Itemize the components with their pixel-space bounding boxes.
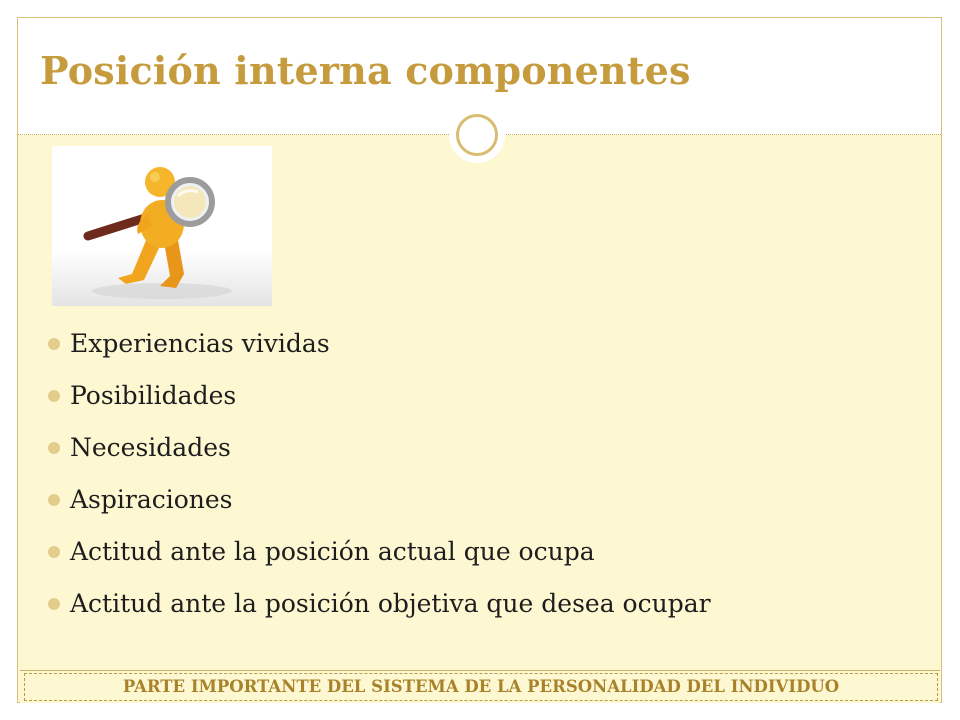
list-item-text: Actitud ante la posición objetiva que desea ocupar — [70, 589, 711, 618]
bullet-list — [48, 322, 711, 634]
list-item — [48, 322, 711, 374]
list-item-text: Aspiraciones — [70, 485, 233, 514]
footer-text: PARTE IMPORTANTE DEL SISTEMA DE LA PERSONALIDAD DEL INDIVIDUO — [24, 673, 938, 701]
bullet-icon — [48, 390, 60, 402]
list-item — [48, 478, 711, 530]
bullet-icon — [48, 442, 60, 454]
bullet-icon — [48, 338, 60, 350]
divider-ring-inner — [456, 114, 498, 156]
figure-with-magnifying-glass-icon — [52, 146, 272, 306]
bullet-icon — [48, 546, 60, 558]
list-item — [48, 530, 711, 582]
list-item-text: Actitud ante la posición actual que ocupa — [70, 537, 595, 566]
list-item — [48, 426, 711, 478]
slide-title: Posición interna componentes — [40, 48, 691, 93]
list-item — [48, 374, 711, 426]
list-item-text: Experiencias vividas — [70, 329, 330, 358]
bullet-icon — [48, 494, 60, 506]
list-item-text: Posibilidades — [70, 381, 237, 410]
bullet-icon — [48, 598, 60, 610]
list-item — [48, 582, 711, 634]
list-item-text: Necesidades — [70, 433, 231, 462]
